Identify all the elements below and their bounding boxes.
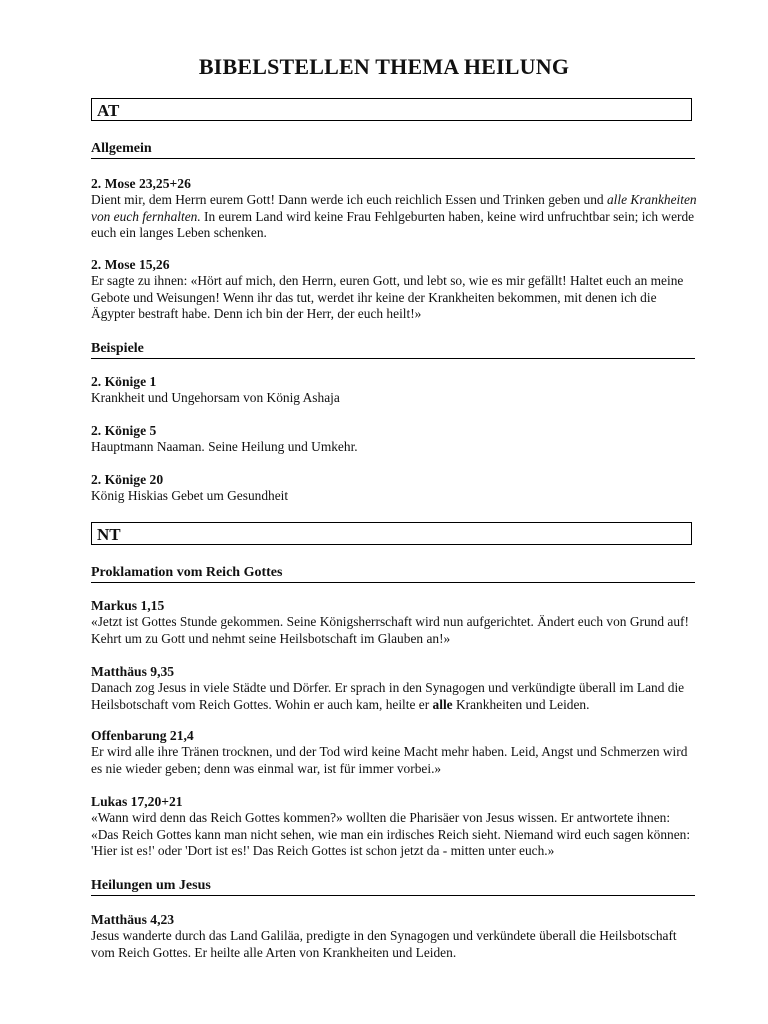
subheading-allgemein: Allgemein — [91, 140, 695, 159]
entry-text-part: Dient mir, dem Herrn eurem Gott! Dann werde ich euch reichlich Essen und Trinken geben und — [91, 192, 607, 208]
entry-reference: 2. Mose 23,25+26 — [91, 176, 191, 191]
entry-reference: 2. Könige 20 — [91, 472, 164, 487]
entry-offenbarung-21-4 — [91, 728, 697, 777]
entry-text-part: Danach zog Jesus in viele Städte und Dörfer. Er sprach in den Synagogen und verkündigte überall im Land die Heilsbotschaft vom Reich Gottes. Wohin er auch kam, heilte er — [91, 680, 685, 712]
entry-text-part: Krankheiten und Leiden. — [452, 696, 590, 712]
entry-2-koenige-1 — [91, 374, 697, 407]
entry-text: «Wann wird denn das Reich Gottes kommen?» wollten die Pharisäer von Jesus wissen. Er antwortete ihnen: «Das Reich Gottes kann man nicht sehen, wie man ein irdisches Reich sieht. Niemand wird euch sagen können: 'Hier ist es!' oder 'Dort ist es!' Das Reich Gottes ist schon jetzt da - mitten unter euch.» — [91, 810, 691, 859]
section-header-nt: NT — [91, 522, 692, 545]
entry-reference: 2. Könige 1 — [91, 374, 157, 389]
entry-text: Er wird alle ihre Tränen trocknen, und der Tod wird keine Macht mehr haben. Leid, Angst und Schmerzen wird es nie wieder geben; denn was einmal war, ist für immer vorbei.» — [91, 744, 688, 776]
entry-text: König Hiskias Gebet um Gesundheit — [91, 488, 289, 504]
subheading-proklamation: Proklamation vom Reich Gottes — [91, 564, 695, 583]
subheading-heilungen: Heilungen um Jesus — [91, 877, 695, 896]
entry-text — [91, 192, 697, 241]
entry-2-koenige-20 — [91, 472, 697, 505]
entry-lukas-17-20 — [91, 794, 697, 860]
entry-reference: Lukas 17,20+21 — [91, 794, 183, 809]
entry-markus-1-15 — [91, 598, 697, 647]
entry-text-italic: alle Krankheiten von euch fernhalten. — [91, 192, 697, 224]
entry-reference: Markus 1,15 — [91, 598, 165, 613]
entry-reference: Matthäus 4,23 — [91, 912, 175, 927]
entry-reference: 2. Mose 15,26 — [91, 257, 170, 272]
subheading-beispiele: Beispiele — [91, 340, 695, 359]
entry-2-koenige-5 — [91, 423, 697, 456]
entry-text: Krankheit und Ungehorsam von König Ashaja — [91, 390, 340, 406]
page-title: BIBELSTELLEN THEMA HEILUNG — [198, 54, 570, 79]
entry-2-mose-15 — [91, 257, 697, 323]
entry-text: Er sagte zu ihnen: «Hört auf mich, den Herrn, euren Gott, und lebt so, wie es mir gefällt! Haltet euch an meine Gebote und Weisungen! Wenn ihr das tut, werdet ihr keine der Krankheiten bekommen, mit denen ich die Ägypter bestraft habe. Denn ich bin der Herr, der euch heilt!» — [91, 273, 684, 322]
entry-2-mose-23 — [91, 176, 697, 242]
entry-text: Jesus wanderte durch das Land Galiläa, predigte in den Synagogen und verkündete überall die Heilsbotschaft vom Reich Gottes. Er heilte alle Arten von Krankheiten und Leiden. — [91, 928, 677, 960]
entry-text-part: In eurem Land wird keine Frau Fehlgeburten haben, keine wird unfruchtbar sein; ich werde euch ein langes Leben schenken. — [91, 208, 695, 241]
entry-text: «Jetzt ist Gottes Stunde gekommen. Seine Königsherrschaft wird nun aufgerichtet. Ändert euch von Grund auf! Kehrt um zu Gott und nehmt seine Heilsbotschaft im Glauben an!» — [91, 614, 689, 646]
entry-reference: 2. Könige 5 — [91, 423, 157, 438]
entry-text-bold: alle — [432, 696, 453, 712]
section-header-at: AT — [91, 98, 692, 121]
entry-text — [91, 680, 697, 713]
entry-text: Hauptmann Naaman. Seine Heilung und Umkehr. — [91, 439, 358, 455]
entry-reference: Matthäus 9,35 — [91, 664, 175, 679]
entry-matthaeus-4-23 — [91, 912, 697, 961]
entry-reference: Offenbarung 21,4 — [91, 728, 194, 743]
entry-matthaeus-9-35 — [91, 664, 697, 713]
